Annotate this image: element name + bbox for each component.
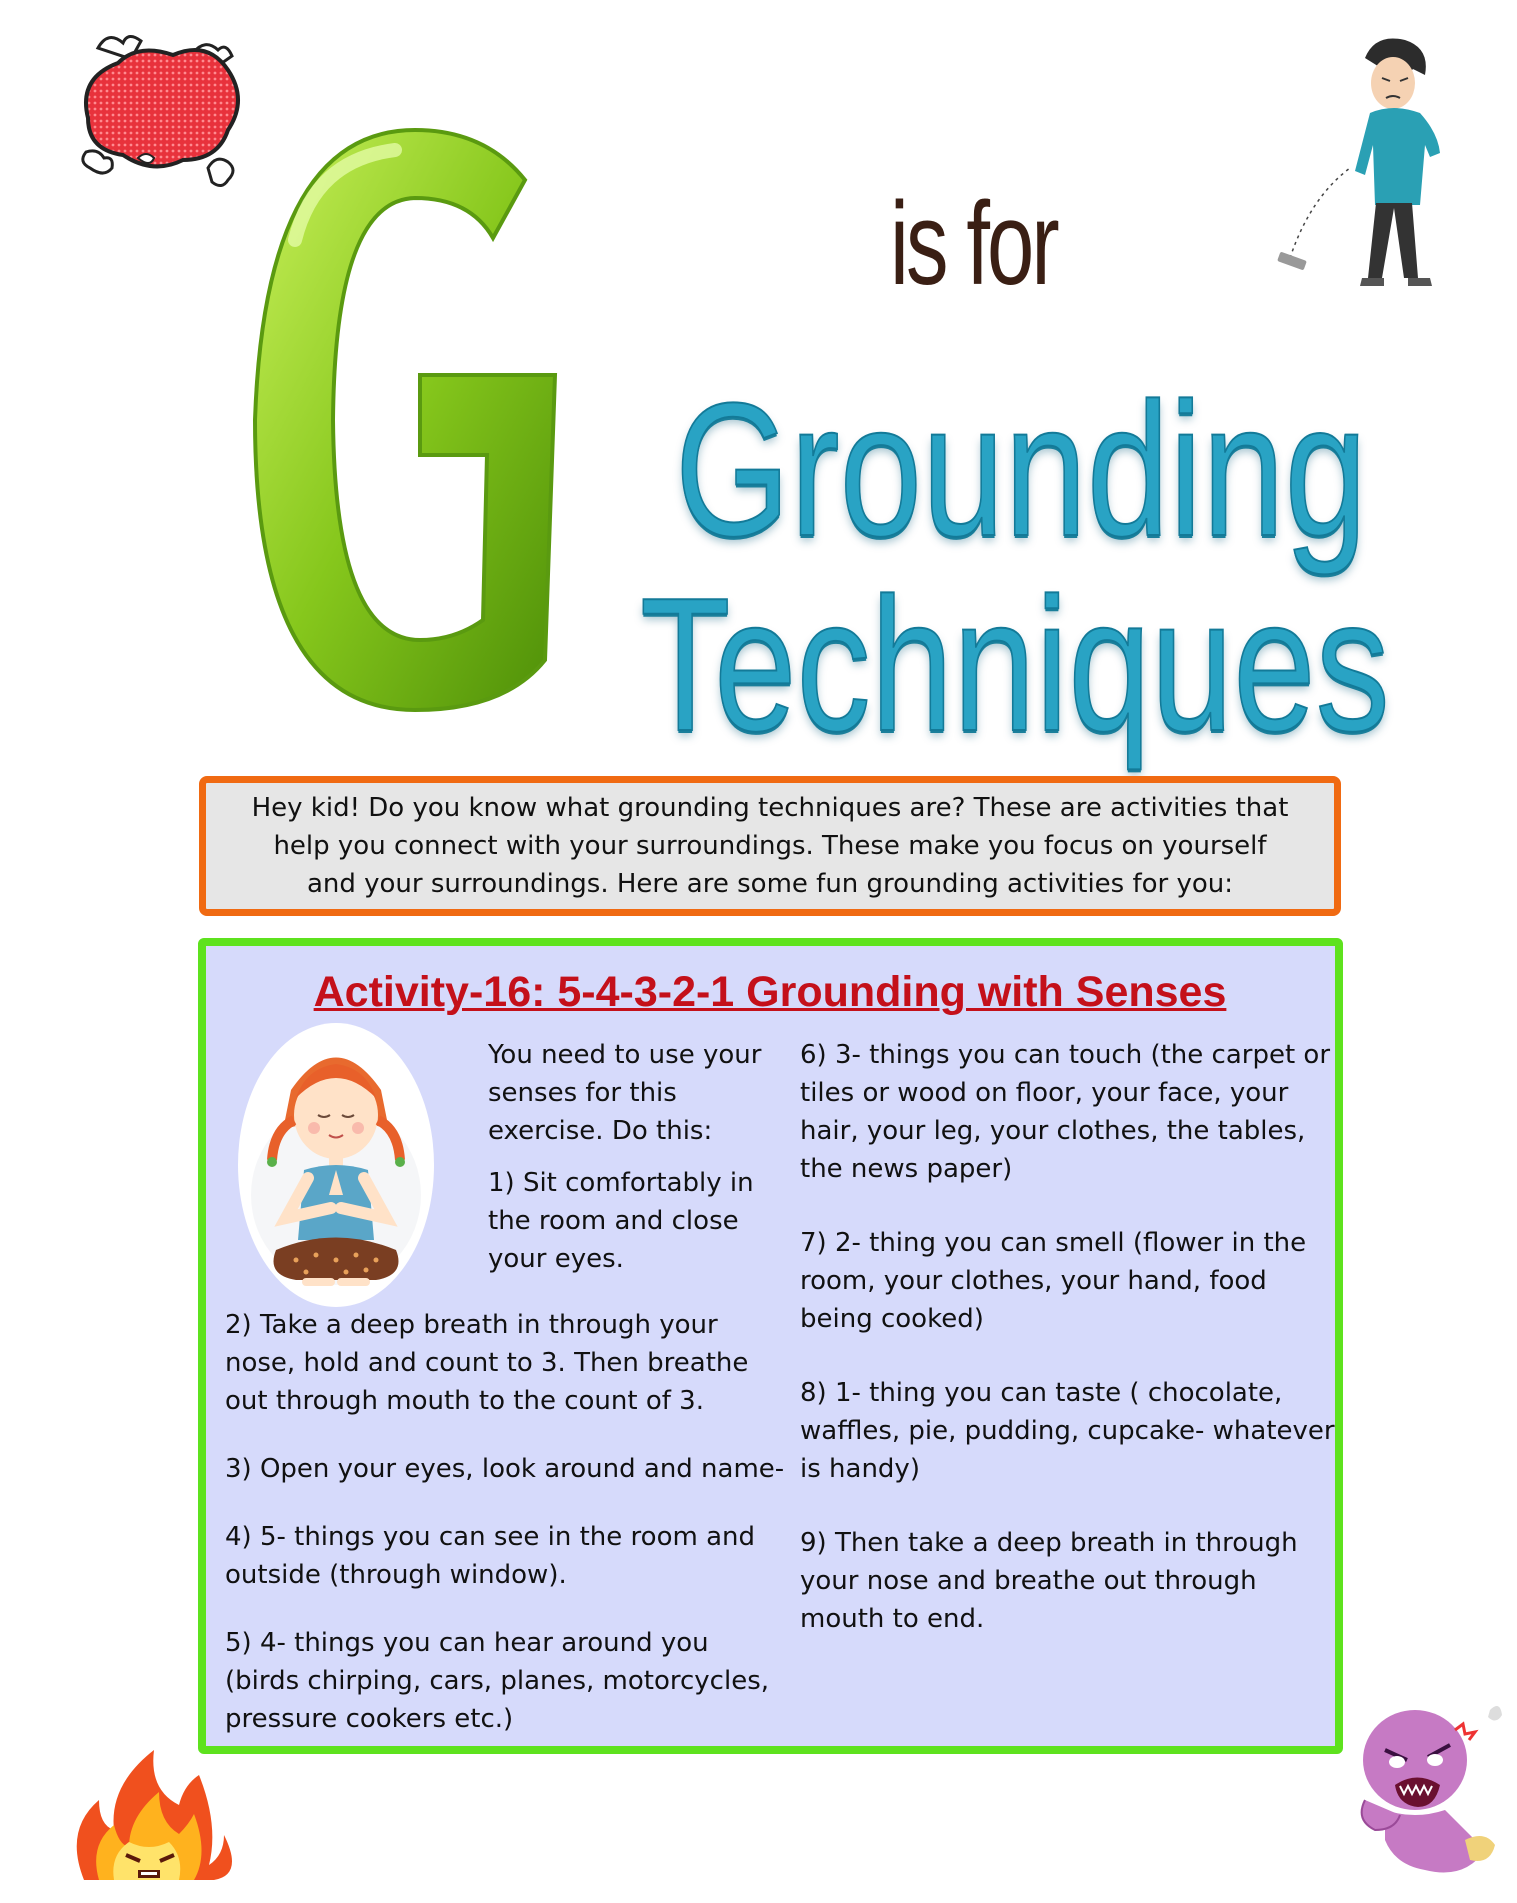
title-grounding: Grounding xyxy=(675,364,1368,576)
step-8: 8) 1- thing you can taste ( chocolate, waffles, pie, pudding, cupcake- whatever is handy) xyxy=(800,1378,1335,1484)
intro-box xyxy=(199,776,1341,916)
step-1: 1) Sit comfortably in the room and close your eyes. xyxy=(488,1168,754,1274)
step-9: 9) Then take a deep breath in through your nose and breathe out through mouth to end. xyxy=(800,1528,1298,1634)
step-7: 7) 2- thing you can smell (flower in the room, your clothes, your hand, food being cooked) xyxy=(800,1228,1307,1334)
step-5: 5) 4- things you can hear around you (birds chirping, cars, planes, motorcycles, pressure cookers etc.) xyxy=(225,1628,770,1734)
is-for-text: is for xyxy=(890,178,1057,310)
girl-meditating-illustration xyxy=(236,1020,436,1310)
step-4: 4) 5- things you can see in the room and outside (through window). xyxy=(225,1522,755,1590)
activity-title: Activity-16: 5-4-3-2-1 Grounding with Senses xyxy=(313,968,1227,1016)
angry-boy-illustration xyxy=(1270,28,1480,298)
step-3: 3) Open your eyes, look around and name- xyxy=(225,1454,785,1484)
intro-text: Hey kid! Do you know what grounding techniques are? These are activities that help you connect with your surroundings. These make you focus on yourself and your surroundings. Here are some fun grounding activities for you: xyxy=(251,793,1289,899)
steps-right-column xyxy=(800,1036,1340,1638)
activity-intro-column xyxy=(488,1036,788,1278)
steps-left-column xyxy=(225,1306,785,1738)
step-6: 6) 3- things you can touch (the carpet or tiles or wood on floor, your face, your hair, your leg, your clothes, the tables, the news paper) xyxy=(800,1040,1331,1184)
step-2: 2) Take a deep breath in through your nose, hold and count to 3. Then breathe out through mouth to the count of 3. xyxy=(225,1310,749,1416)
title-techniques: Techniques xyxy=(640,559,1390,771)
angry-monster-illustration xyxy=(1355,1690,1505,1880)
activity-intro-text: You need to use your senses for this exercise. Do this: xyxy=(488,1040,762,1146)
big-letter-g xyxy=(225,120,585,720)
comic-explosion-icon xyxy=(68,28,248,198)
angry-fire-icon xyxy=(64,1720,234,1890)
